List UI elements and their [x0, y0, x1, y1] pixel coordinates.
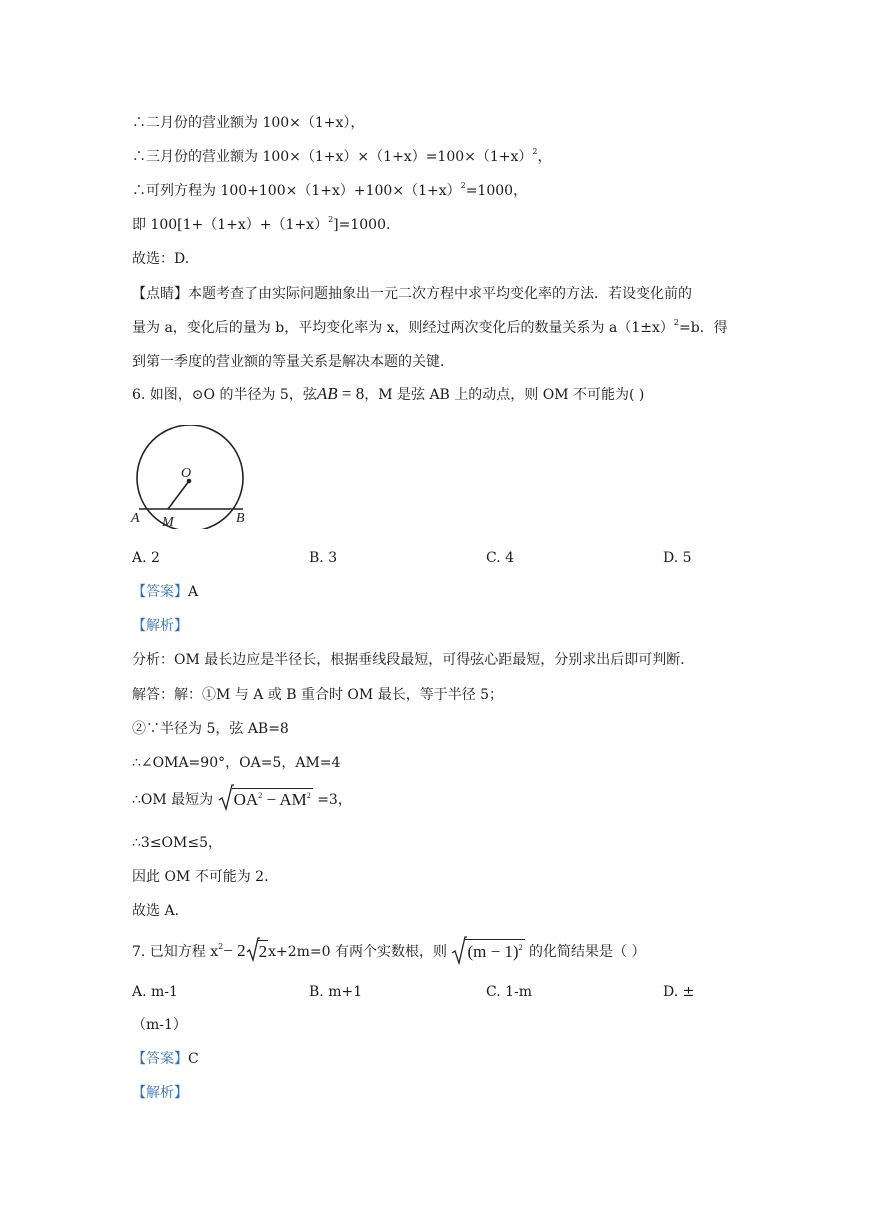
text-line: 解答：解：①M 与 A 或 B 重合时 OM 最长，等于半径 5；	[132, 687, 504, 703]
text-line: ∴OM 最短为 $OA^2 - AM^2 =3$，	[132, 787, 352, 813]
option-c: C. 1-m	[486, 984, 533, 1000]
label-m: M	[162, 515, 174, 529]
text-line: ∴三月份的营业额为 $100\times(1+x)\times(1+x)=100\times(1+x)^2$，	[132, 147, 552, 165]
question-6-stem: 6. 如图，⊙O 的半径为 5，弦AB = 8，M 是弦 AB 上的动点，则 OM 不可能为( )	[132, 384, 645, 403]
text-line: 即 $100[1+(1+x)+(1+x)^2]=1000$.	[132, 215, 391, 233]
comment-paragraph: 【点睛】本题考查了由实际问题抽象出一元二次方程中求平均变化率的方法．若设变化前的	[132, 286, 692, 302]
label-a: A	[131, 511, 140, 526]
text-line: ∴3≤OM≤5，	[132, 835, 222, 851]
sqrt-expression: $OA^2 - AM^2$	[218, 787, 313, 813]
option-d-continued: （m-1）	[132, 1017, 187, 1033]
text-line: 故选 A.	[132, 903, 180, 919]
label-b: B	[236, 511, 245, 526]
question-7-stem: 7. 已知方程 $x^2- 2$ 2x+2m=0 有两个实数根，则 $(m - 1)^2$ 的化简结果是（ ）	[132, 938, 646, 965]
label-o: O	[181, 466, 192, 481]
analysis-tag: 【解析】	[132, 618, 188, 634]
option-b: B. m+1	[309, 984, 363, 1000]
text-line: 分析：OM 最长边应是半径长，根据垂线段最短，可得弦心距最短，分别求出后即可判断．	[132, 652, 695, 668]
comment-tag: 【点睛】	[132, 286, 188, 302]
text-line: ②∵半径为 5，弦 AB=8	[132, 721, 289, 737]
answer-line: 【答案】A	[132, 584, 199, 600]
answer-tag: 【答案】	[132, 1051, 188, 1067]
text-line: ∴二月份的营业额为 100×（1+x），	[132, 115, 365, 131]
text-line: 因此 OM 不可能为 2．	[132, 869, 279, 885]
text-line: 到第一季度的营业额的等量关系是解决本题的关键．	[132, 354, 454, 370]
text-line: 故选：D.	[132, 251, 190, 267]
option-c: C. 4	[486, 550, 515, 566]
option-d: D. 5	[663, 550, 692, 566]
option-d: D. ±	[663, 984, 695, 1000]
option-a: A. m-1	[132, 984, 178, 1000]
option-b: B. 3	[309, 550, 338, 566]
sqrt-two: 2	[246, 939, 269, 965]
analysis-tag: 【解析】	[132, 1085, 188, 1101]
answer-tag: 【答案】	[132, 584, 188, 600]
text-line: 量为 a，变化后的量为 b，平均变化率为 x，则经过两次变化后的数量关系为 $a(1\pm x)^2=b$．得	[132, 318, 728, 336]
circle-figure	[130, 425, 260, 529]
text-line: ∴可列方程为 $100+100\times(1+x)+100\times(1+x)^2=1000$，	[132, 181, 528, 199]
option-a: A. 2	[132, 550, 160, 566]
segment-om	[168, 481, 189, 509]
sqrt-expression: $(m - 1)^2$	[451, 939, 524, 965]
answer-line: 【答案】C	[132, 1051, 199, 1067]
text-line: ∴∠OMA=90°，OA=5，AM=4	[132, 755, 341, 771]
